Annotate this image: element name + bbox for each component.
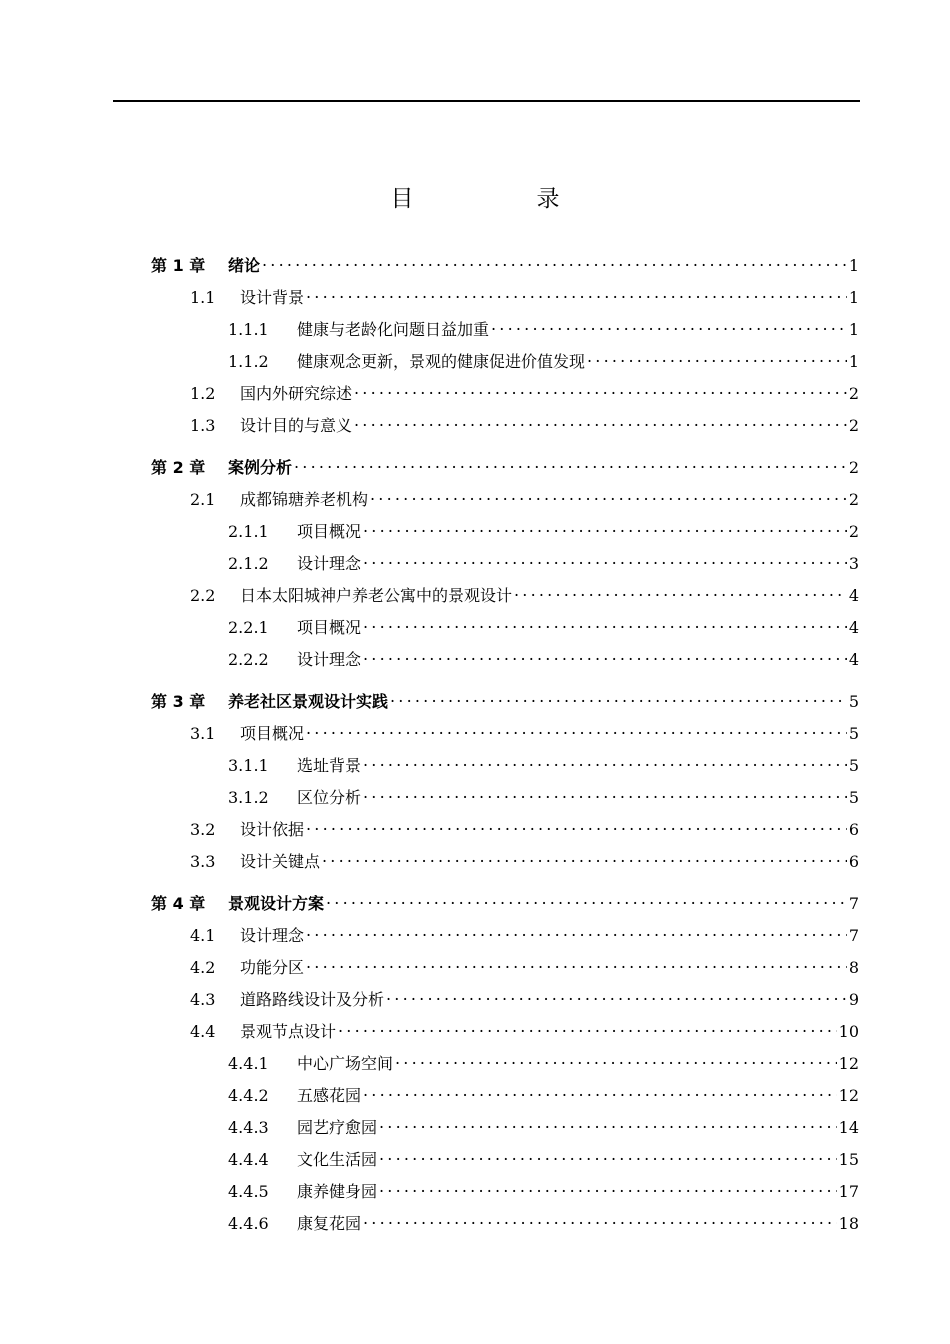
toc-entry[interactable] — [228, 347, 859, 372]
toc-entry-number: 2.2.2 — [228, 650, 269, 669]
toc-entry-title: 景观节点设计 — [240, 1022, 337, 1041]
toc-entry[interactable] — [228, 1209, 859, 1234]
toc-dot-leader — [294, 453, 847, 473]
toc-entry-title: 区位分析 — [297, 788, 362, 807]
toc-entry-number: 4.4 — [190, 1022, 216, 1041]
toc-dot-leader — [338, 1017, 837, 1037]
toc-entry[interactable] — [228, 783, 859, 808]
toc-entry-page: 2 — [848, 490, 859, 509]
toc-entry-number: 3.1 — [190, 724, 216, 743]
toc-entry-title: 健康观念更新，景观的健康促进价值发现 — [297, 352, 586, 371]
toc-entry-page: 2 — [848, 522, 859, 541]
toc-entry-title: 国内外研究综述 — [240, 384, 353, 403]
toc-dot-leader — [306, 953, 847, 973]
toc-entry-title: 园艺疗愈园 — [297, 1118, 378, 1137]
toc-entry-title: 项目概况 — [297, 618, 362, 637]
toc-dot-leader — [370, 485, 847, 505]
toc-entry-number: 3.2 — [190, 820, 216, 839]
toc-entry-number: 4.1 — [190, 926, 216, 945]
toc-entry[interactable] — [151, 889, 859, 914]
toc-entry[interactable] — [190, 847, 859, 872]
toc-entry-number: 2.1 — [190, 490, 216, 509]
toc-entry[interactable] — [190, 379, 859, 404]
toc-dot-leader — [363, 1209, 837, 1229]
toc-dot-leader — [363, 751, 847, 771]
toc-entry[interactable] — [190, 411, 859, 436]
toc-dot-leader — [395, 1049, 837, 1069]
toc-entry-title: 设计背景 — [240, 288, 305, 307]
toc-entry-page: 4 — [848, 618, 859, 637]
toc-entry-title: 案例分析 — [228, 458, 293, 477]
toc-entry-page: 1 — [848, 256, 859, 275]
toc-entry[interactable] — [151, 687, 859, 712]
toc-entry[interactable] — [228, 549, 859, 574]
toc-dot-leader — [363, 1081, 837, 1101]
toc-entry-page: 5 — [848, 724, 859, 743]
toc-dot-leader — [363, 613, 847, 633]
toc-dot-leader — [379, 1113, 837, 1133]
toc-entry-title: 成都锦瑭养老机构 — [240, 490, 369, 509]
toc-entry-number: 4.4.3 — [228, 1118, 269, 1137]
toc-dot-leader — [306, 921, 847, 941]
toc-entry-page: 9 — [848, 990, 859, 1009]
toc-entry-page: 17 — [838, 1182, 859, 1201]
toc-entry-page: 7 — [848, 894, 859, 913]
toc-entry[interactable] — [228, 751, 859, 776]
toc-entry-number: 4.4.6 — [228, 1214, 269, 1233]
toc-entry-title: 健康与老龄化问题日益加重 — [297, 320, 490, 339]
toc-dot-leader — [262, 251, 847, 271]
toc-entry-page: 5 — [848, 692, 859, 711]
toc-entry[interactable] — [228, 613, 859, 638]
toc-entry[interactable] — [190, 921, 859, 946]
toc-entry-title: 设计理念 — [297, 554, 362, 573]
toc-entry[interactable] — [151, 251, 859, 276]
toc-entry-page: 10 — [838, 1022, 859, 1041]
toc-dot-leader — [363, 549, 847, 569]
toc-entry-title: 设计理念 — [240, 926, 305, 945]
toc-entry-number: 4.4.1 — [228, 1054, 269, 1073]
toc-dot-leader — [363, 517, 847, 537]
toc-entry-page: 2 — [848, 416, 859, 435]
toc-entry-page: 4 — [848, 586, 859, 605]
toc-entry-page: 1 — [848, 352, 859, 371]
toc-entry[interactable] — [190, 815, 859, 840]
toc-dot-leader — [306, 719, 847, 739]
toc-entry-title: 养老社区景观设计实践 — [228, 692, 389, 711]
toc-entry[interactable] — [190, 283, 859, 308]
toc-dot-leader — [491, 315, 847, 335]
toc-entry-page: 5 — [848, 788, 859, 807]
toc-entry-title: 设计理念 — [297, 650, 362, 669]
toc-dot-leader — [379, 1177, 837, 1197]
toc-entry-number: 4.4.2 — [228, 1086, 269, 1105]
toc-entry-number: 4.2 — [190, 958, 216, 977]
toc-entry-title: 设计目的与意义 — [240, 416, 353, 435]
toc-entry[interactable] — [228, 645, 859, 670]
toc-entry-number: 1.1.2 — [228, 352, 269, 371]
toc-entry-title: 项目概况 — [240, 724, 305, 743]
toc-entry-title: 设计关键点 — [240, 852, 321, 871]
toc-entry[interactable] — [228, 1049, 859, 1074]
toc-entry-page: 1 — [848, 320, 859, 339]
toc-entry-title: 绪论 — [228, 256, 261, 275]
toc-entry[interactable] — [228, 1113, 859, 1138]
toc-entry-page: 4 — [848, 650, 859, 669]
toc-dot-leader — [363, 783, 847, 803]
toc-entry-number: 2.2 — [190, 586, 216, 605]
toc-dot-leader — [322, 847, 847, 867]
toc-entry[interactable] — [190, 485, 859, 510]
toc-entry-page: 6 — [848, 852, 859, 871]
toc-entry-number: 第 2 章 — [151, 458, 206, 477]
toc-entry-number: 4.3 — [190, 990, 216, 1009]
toc-entry-title: 日本太阳城神户养老公寓中的景观设计 — [240, 586, 513, 605]
toc-entry-number: 第 1 章 — [151, 256, 206, 275]
toc-dot-leader — [514, 581, 847, 601]
toc-entry[interactable] — [228, 1145, 859, 1170]
toc-entry-number: 第 3 章 — [151, 692, 206, 711]
toc-entry-page: 2 — [848, 458, 859, 477]
toc-dot-leader — [306, 283, 847, 303]
toc-entry-number: 4.4.5 — [228, 1182, 269, 1201]
toc-dot-leader — [386, 985, 847, 1005]
toc-entry-number: 2.1.2 — [228, 554, 269, 573]
toc-entry-page: 15 — [838, 1150, 859, 1169]
toc-entry[interactable] — [228, 517, 859, 542]
toc-entry[interactable] — [190, 1017, 859, 1042]
toc-dot-leader — [354, 379, 847, 399]
toc-entry-number: 3.1.2 — [228, 788, 269, 807]
toc-entry[interactable] — [228, 315, 859, 340]
toc-entry-page: 1 — [848, 288, 859, 307]
toc-entry-page: 12 — [838, 1086, 859, 1105]
toc-entry-page: 6 — [848, 820, 859, 839]
toc-entry-title: 五感花园 — [297, 1086, 362, 1105]
toc-entry-title: 文化生活园 — [297, 1150, 378, 1169]
toc-entry-number: 2.1.1 — [228, 522, 269, 541]
toc-entry-number: 1.3 — [190, 416, 216, 435]
toc-dot-leader — [326, 889, 847, 909]
toc-entry-page: 5 — [848, 756, 859, 775]
toc-entry[interactable] — [190, 719, 859, 744]
toc-entry-number: 1.1 — [190, 288, 216, 307]
toc-entry-number: 4.4.4 — [228, 1150, 269, 1169]
toc-entry-page: 2 — [848, 384, 859, 403]
toc-entry-number: 1.1.1 — [228, 320, 269, 339]
toc-entry-page: 8 — [848, 958, 859, 977]
toc-dot-leader — [306, 815, 847, 835]
toc-entry-page: 3 — [848, 554, 859, 573]
toc-entry-number: 2.2.1 — [228, 618, 269, 637]
toc-entry-page: 14 — [838, 1118, 859, 1137]
toc-entry-number: 第 4 章 — [151, 894, 206, 913]
toc-entry-title: 景观设计方案 — [228, 894, 325, 913]
toc-entry-number: 3.3 — [190, 852, 216, 871]
toc-dot-leader — [363, 645, 847, 665]
toc-dot-leader — [354, 411, 847, 431]
toc-entry[interactable] — [190, 985, 859, 1010]
toc-entry-title: 项目概况 — [297, 522, 362, 541]
toc-entry-title: 选址背景 — [297, 756, 362, 775]
toc-entry-page: 12 — [838, 1054, 859, 1073]
toc-dot-leader — [390, 687, 847, 707]
toc-title: 目 录 — [390, 186, 610, 212]
toc-entry-title: 康养健身园 — [297, 1182, 378, 1201]
toc-dot-leader — [379, 1145, 837, 1165]
toc-entry[interactable] — [190, 953, 859, 978]
toc-entry[interactable] — [190, 581, 859, 606]
toc-entry-page: 18 — [838, 1214, 859, 1233]
toc-entry-title: 康复花园 — [297, 1214, 362, 1233]
toc-entry-title: 设计依据 — [240, 820, 305, 839]
toc-entry[interactable] — [228, 1081, 859, 1106]
toc-entry[interactable] — [228, 1177, 859, 1202]
toc-dot-leader — [587, 347, 847, 367]
toc-entry-title: 中心广场空间 — [297, 1054, 394, 1073]
toc-entry-page: 7 — [848, 926, 859, 945]
toc-entry-number: 1.2 — [190, 384, 216, 403]
toc-entry-title: 道路路线设计及分析 — [240, 990, 385, 1009]
toc-entry[interactable] — [151, 453, 859, 478]
toc-entry-number: 3.1.1 — [228, 756, 269, 775]
toc-entry-title: 功能分区 — [240, 958, 305, 977]
